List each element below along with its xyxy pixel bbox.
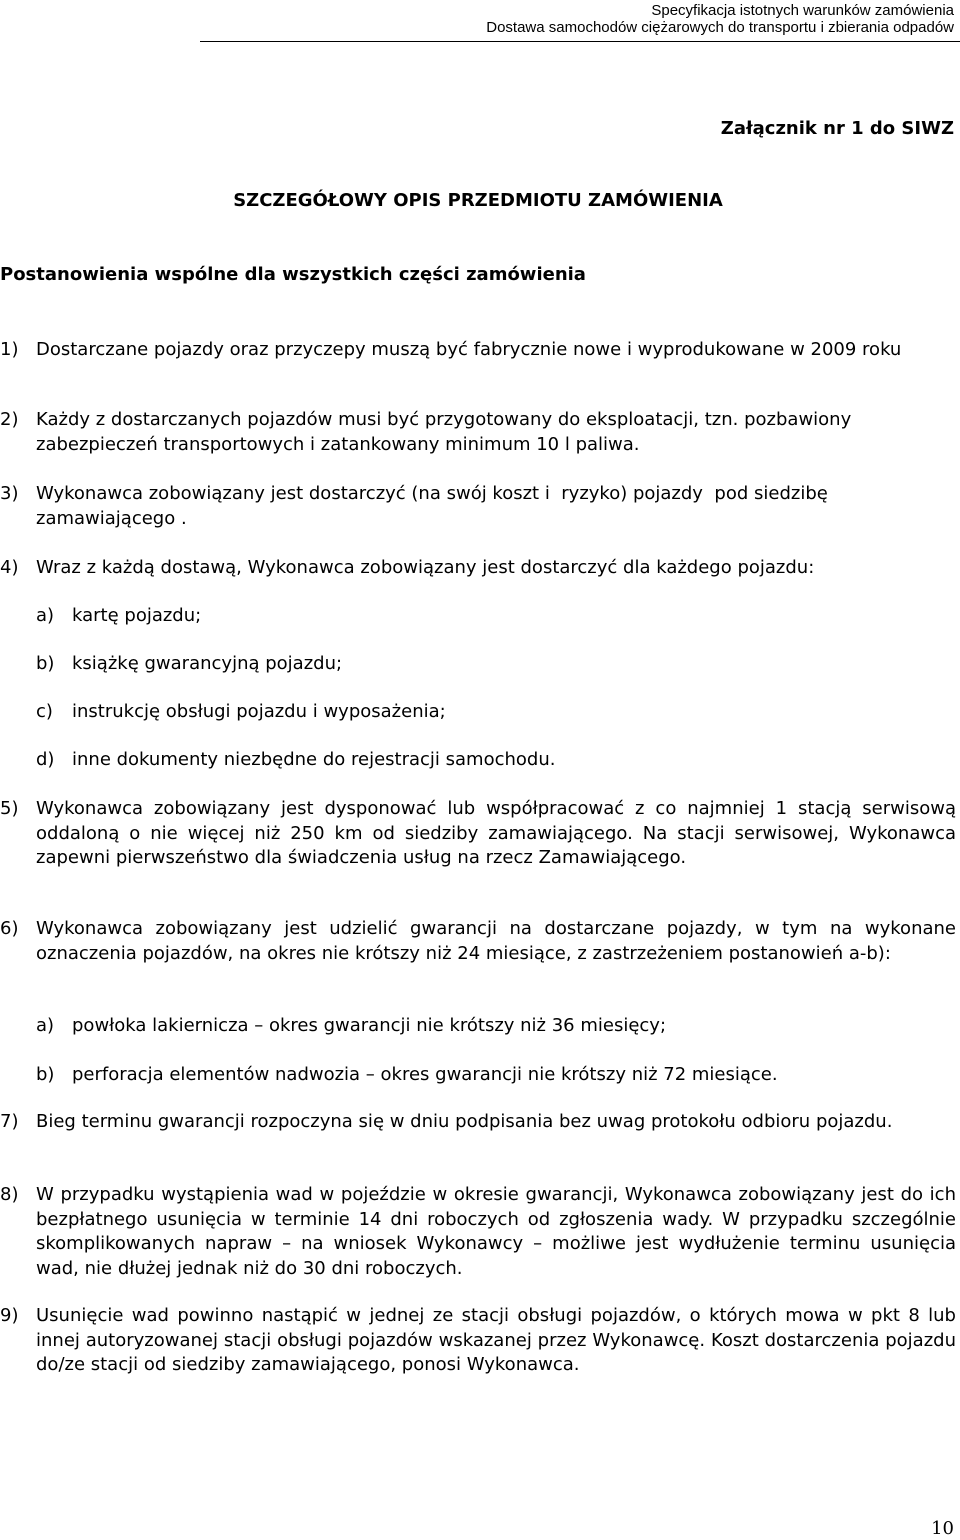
item-text: W przypadku wystąpienia wad w pojeździe w okresie gwarancji, Wykonawca zobowiązany jest do ich bezpłatnego usunięcia w terminie 14 dni roboczych od zgłoszenia wady. W przypadku szczególnie skomplikowanych napraw – na wniosek Wykonawcy – możliwe jest wydłużenie terminu usunięcia wad, nie dłużej jednak niż do 30 dni roboczych. [36,1184,956,1279]
list-item-3 [0,482,956,531]
sub-item-4a [36,604,201,629]
list-item-2 [0,408,956,457]
sub-item-letter: a) [36,605,55,626]
item-number: 1) [0,339,19,360]
item-text: Wykonawca zobowiązany jest dysponować lub współpracować z co najmniej 1 stacją serwisową oddaloną o nie więcej niż 250 km od siedziby zamawiającego. Na stacji serwisowej, Wykonawca zapewni pierwszeństwo dla świadczenia usług na rzecz Zamawiającego. [36,798,956,868]
sub-item-4b [36,652,342,677]
item-number: 4) [0,557,19,578]
list-item-4 [0,556,956,581]
page-header [486,2,954,36]
sub-item-text: książkę gwarancyjną pojazdu; [72,653,343,674]
document-title: SZCZEGÓŁOWY OPIS PRZEDMIOTU ZAMÓWIENIA [233,190,723,211]
sub-item-letter: b) [36,653,55,674]
sub-item-text: kartę pojazdu; [72,605,202,626]
item-text: Wraz z każdą dostawą, Wykonawca zobowiązany jest dostarczyć dla każdego pojazdu: [36,557,815,578]
item-number: 3) [0,483,19,504]
sub-item-text: instrukcję obsługi pojazdu i wyposażenia; [72,701,446,722]
item-text: Każdy z dostarczanych pojazdów musi być przygotowany do eksploatacji, tzn. pozbawiony zabezpieczeń transportowych i zatankowany minimum 10 l paliwa. [36,409,852,455]
list-item-1 [0,338,956,363]
sub-item-text: inne dokumenty niezbędne do rejestracji samochodu. [72,749,556,770]
item-number: 8) [0,1184,19,1205]
item-text: Dostarczane pojazdy oraz przyczepy muszą być fabrycznie nowe i wyprodukowane w 2009 roku [36,339,902,360]
sub-item-6b [36,1063,778,1088]
header-rule [200,41,960,42]
item-number: 6) [0,918,19,939]
sub-item-text: powłoka lakiernicza – okres gwarancji nie krótszy niż 36 miesięcy; [72,1015,667,1036]
list-item-7 [0,1110,956,1135]
section-subtitle: Postanowienia wspólne dla wszystkich części zamówienia [0,264,586,285]
header-line-2: Dostawa samochodów ciężarowych do transportu i zbierania odpadów [486,19,954,36]
item-text: Wykonawca zobowiązany jest dostarczyć (na swój koszt i ryzyko) pojazdy pod siedzibę zamawiającego . [36,483,834,529]
sub-item-4d [36,748,555,773]
item-text: Usunięcie wad powinno nastąpić w jednej ze stacji obsługi pojazdów, o których mowa w pkt 8 lub innej autoryzowanej stacji obsługi pojazdów wskazanej przez Wykonawcę. Koszt dostarczenia pojazdu do/ze stacji od siedziby zamawiającego, ponosi Wykonawca. [36,1305,956,1375]
item-number: 7) [0,1111,19,1132]
item-text: Wykonawca zobowiązany jest udzielić gwarancji na dostarczane pojazdy, w tym na wykonane oznaczenia pojazdów, na okres nie krótszy niż 24 miesiące, z zastrzeżeniem postanowień a-b): [36,918,956,964]
list-item-6 [0,917,956,966]
sub-item-letter: c) [36,701,53,722]
sub-item-6a [36,1014,666,1039]
page-number: 10 [931,1518,954,1539]
list-item-5 [0,797,956,871]
header-line-1: Specyfikacja istotnych warunków zamówienia [651,2,954,19]
attachment-label: Załącznik nr 1 do SIWZ [720,118,954,139]
sub-item-letter: a) [36,1015,55,1036]
sub-item-text: perforacja elementów nadwozia – okres gwarancji nie krótszy niż 72 miesiące. [72,1064,778,1085]
sub-item-4c [36,700,446,725]
item-text: Bieg terminu gwarancji rozpoczyna się w dniu podpisania bez uwag protokołu odbioru pojazdu. [36,1111,893,1132]
list-item-8 [0,1183,956,1281]
item-number: 2) [0,409,19,430]
list-item-9 [0,1304,956,1378]
item-number: 5) [0,798,19,819]
sub-item-letter: d) [36,749,55,770]
item-number: 9) [0,1305,19,1326]
sub-item-letter: b) [36,1064,55,1085]
